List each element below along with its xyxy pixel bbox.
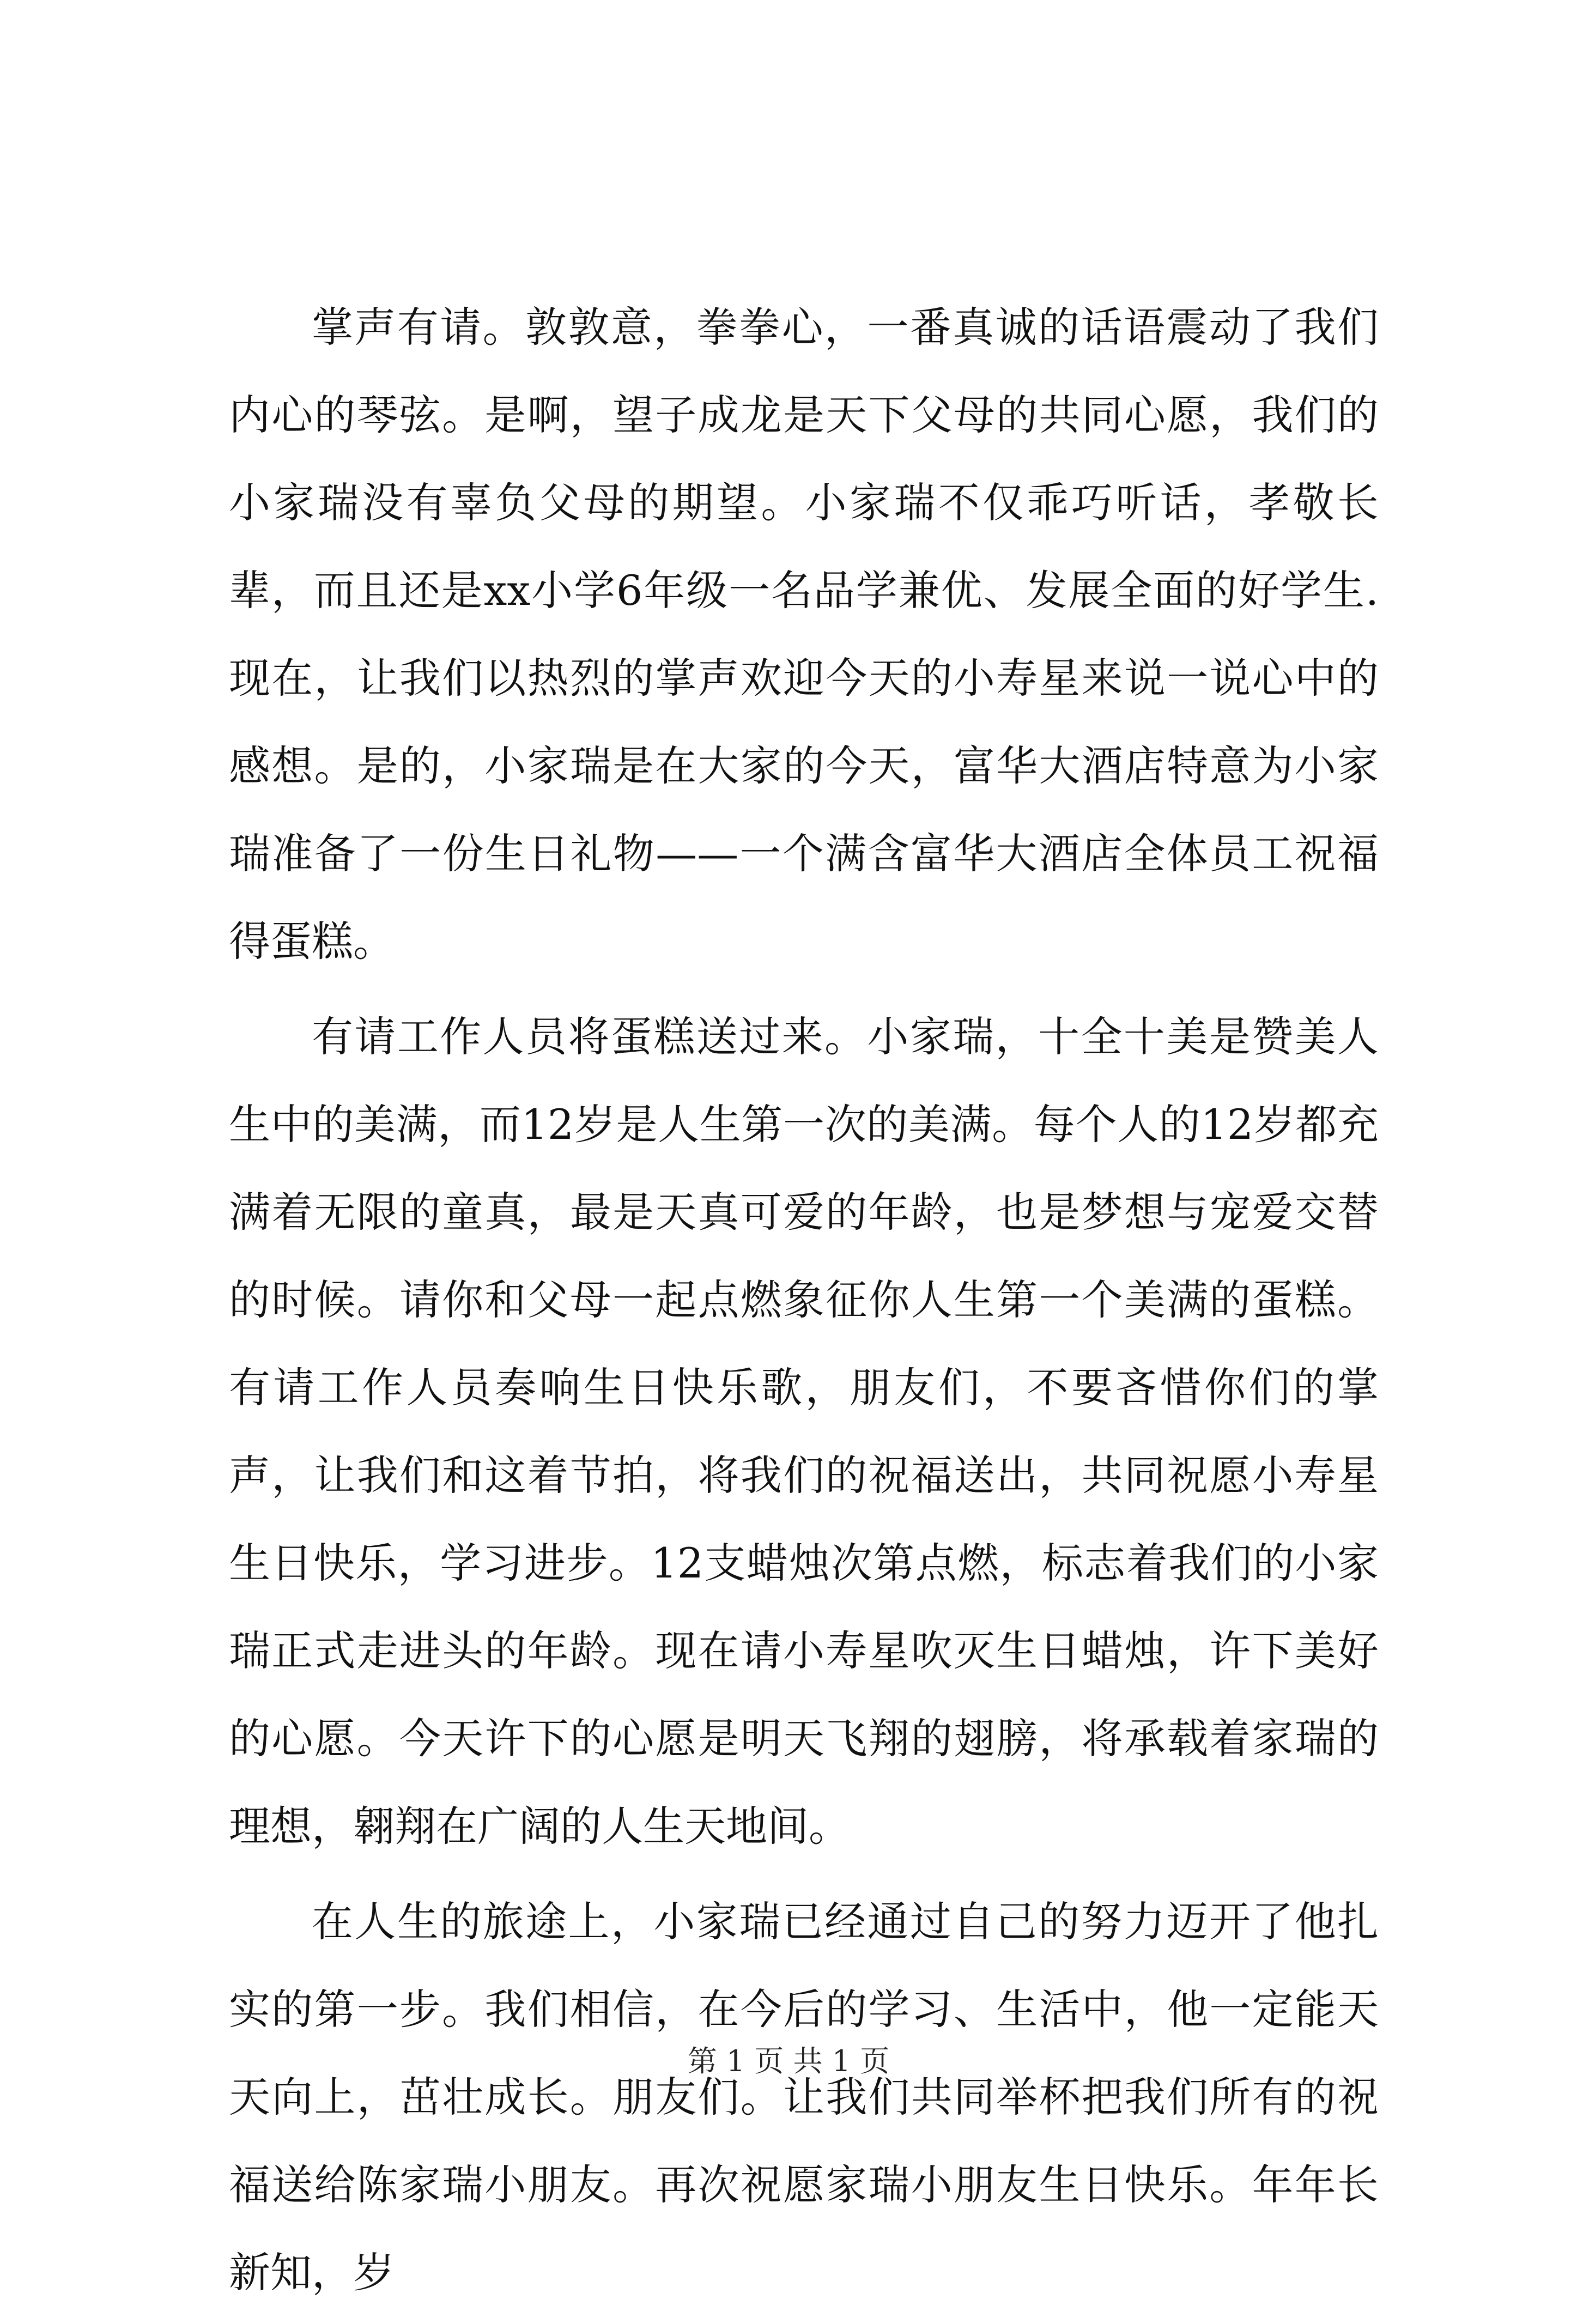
paragraph-3: 在人生的旅途上，小家瑞已经通过自己的努力迈开了他扎实的第一步。我们相信，在今后的学习、生活中，他一定能天天向上，茁壮成长。朋友们。让我们共同举杯把我们所有的祝福送给陈家瑞小朋友。再次祝愿家瑞小朋友生日快乐。年年长新知，岁 (229, 1897, 1379, 2297)
page-number-footer: 第 1 页 共 1 页 (687, 2044, 890, 2078)
paragraph-1: 掌声有请。敦敦意，拳拳心，一番真诚的话语震动了我们内心的琴弦。是啊，望子成龙是天下父母的共同心愿，我们的小家瑞没有辜负父母的期望。小家瑞不仅乖巧听话，孝敬长辈，而且还是xx小学6年级一名品学兼优、发展全面的好学生.现在，让我们以热烈的掌声欢迎今天的小寿星来说一说心中的感想。是的，小家瑞是在大家的今天，富华大酒店特意为小家瑞准备了一份生日礼物——一个满含富华大酒店全体员工祝福得蛋糕。 (229, 303, 1379, 966)
paragraph-2: 有请工作人员将蛋糕送过来。小家瑞，十全十美是赞美人生中的美满，而12岁是人生第一次的美满。每个人的12岁都充满着无限的童真，最是天真可爱的年龄，也是梦想与宠爱交替的时候。请你和父母一起点燃象征你人生第一个美满的蛋糕。有请工作人员奏响生日快乐歌，朋友们，不要吝惜你们的掌声，让我们和这着节拍，将我们的祝福送出，共同祝愿小寿星生日快乐，学习进步。12支蜡烛次第点燃，标志着我们的小家瑞正式走进头的年龄。现在请小寿星吹灭生日蜡烛，许下美好的心愿。今天许下的心愿是明天飞翔的翅膀，将承载着家瑞的理想，翱翔在广阔的人生天地间。 (229, 1012, 1379, 1850)
document-body (229, 283, 1379, 2324)
